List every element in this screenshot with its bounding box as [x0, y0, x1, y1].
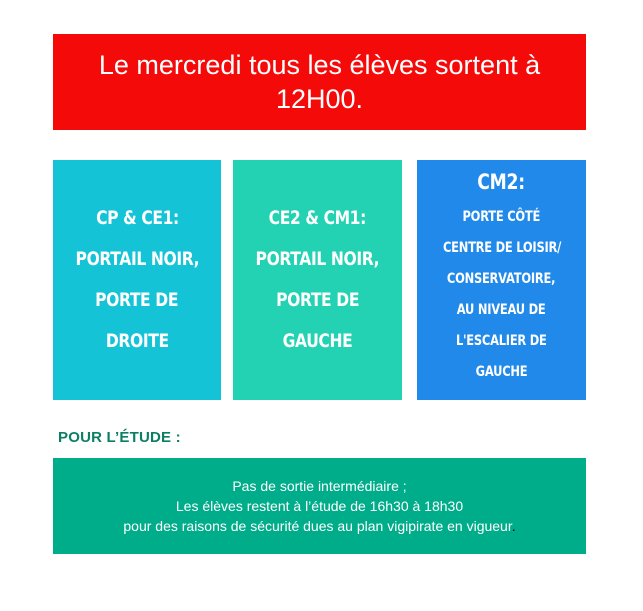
- study-line-1: Pas de sortie intermédiaire ;: [232, 478, 407, 494]
- exit-box-ce2-cm1: [233, 160, 402, 400]
- study-line-3-text: pour des raisons de sécurité dues au plan vigipirate en vigueur: [123, 518, 512, 534]
- banner-line-2: 12H00.: [275, 84, 364, 114]
- study-line-3: [123, 516, 515, 536]
- banner-line-1: Le mercredi tous les élèves sortent à: [98, 50, 541, 80]
- exit-box-3-heading: CM2:: [477, 170, 526, 194]
- exit-box-3-line-4: AU NIVEAU DE: [457, 302, 546, 318]
- exit-box-2-line-1: CE2 & CM1:: [268, 207, 367, 229]
- wednesday-notice-banner: [53, 34, 586, 130]
- exit-box-1-line-4: DROITE: [105, 330, 169, 352]
- exit-box-3-line-6: GAUCHE: [475, 364, 528, 380]
- exit-box-1-line-1: CP & CE1:: [95, 207, 179, 229]
- exit-box-cm2: [417, 160, 586, 400]
- exit-box-3-line-1: PORTE CÔTÉ: [462, 209, 541, 225]
- study-line-3-period: .: [511, 518, 516, 534]
- exit-box-2-line-3: PORTE DE: [276, 289, 359, 311]
- study-info-box: [53, 458, 586, 554]
- exit-box-1-line-3: PORTE DE: [95, 289, 179, 311]
- exit-box-2-line-4: GAUCHE: [282, 330, 353, 352]
- exit-box-1-line-2: PORTAIL NOIR,: [75, 248, 199, 270]
- exit-box-cp-ce1: [53, 160, 221, 400]
- exit-box-3-line-5: L'ESCALIER DE: [456, 333, 547, 349]
- study-section-label: POUR L’ÉTUDE :: [58, 429, 181, 446]
- exit-box-3-line-2: CENTRE DE LOISIR/: [442, 240, 561, 256]
- exit-box-2-line-2: PORTAIL NOIR,: [255, 248, 380, 270]
- study-line-2: Les élèves restent à l’étude de 16h30 à 18h30: [175, 498, 464, 514]
- exit-box-3-line-3: CONSERVATOIRE,: [447, 271, 556, 287]
